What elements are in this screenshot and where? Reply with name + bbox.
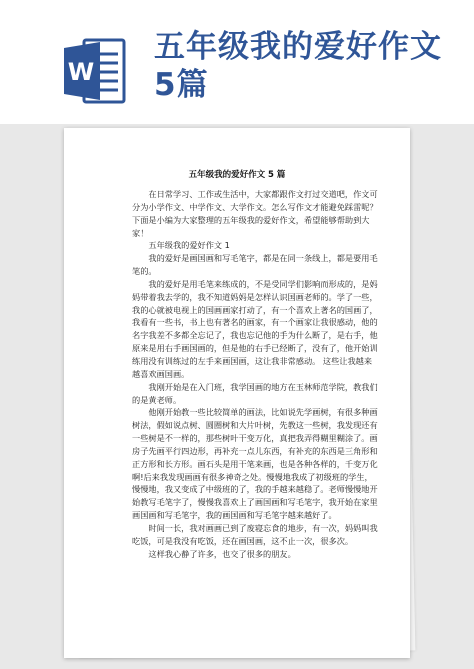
- section-heading: 五年级我的爱好作文 1: [148, 240, 230, 251]
- word-document-icon: [64, 36, 126, 106]
- banner-title-wrap: [154, 28, 454, 104]
- paragraph: 我的爱好是用毛笔来练成的，不是受同学们影响而形成的，是妈妈带着我去学的，我不知道妈妈是怎样认识国画老师的。学了一些，我的心就被电视上的国画画家打动了，有一个喜欢上著名的国画了，我看有一些书，书上也有著名的画家，有一个画家让我很感动，他的名字我差不多都全忘记了，我也忘记他的手为什么断了，是右手，他原来是用右手画国画的，但是他的右手已经断了，没有了，他开始训练用没有训练过的左手来画国画，这让我非常感动。 这些让我越来越喜欢画国画。: [132, 278, 378, 379]
- paragraph: 时间一长，我对画画已到了废寝忘食的地步，有一次，妈妈叫我吃饭，可是我没有吃饭，还在画国画，这不止一次，很多次。: [132, 522, 378, 546]
- svg-text:W: W: [67, 58, 95, 86]
- document-title: 五年级我的爱好作文 5 篇: [188, 170, 286, 180]
- paragraph: 我的爱好是画国画和写毛笔字，都是在同一条线上，都是要用毛笔的。: [132, 253, 378, 277]
- document-body: [132, 188, 378, 560]
- banner: [0, 0, 474, 132]
- paragraph: 他刚开始教一些比较简单的画法，比如说先学画树，有很多种画树法，假如说点树、圆圈树和大片叶树，先教这一些树，我发现还有一些树是不一样的，那些树叶干变万化，真把我弄得糊里糊涂了。画房子先画平行四边形，再补充一点儿东西，有补充的东西是三角形和正方形和长方形。画石头是用干笔来画，也是各种各样的，千变万化啊!后来我发现画画有很多神奇之处。慢慢地我成了初级班的学生，慢慢地，我又变成了中级班的了，我的手越来越稳了。老师慢慢地开始教写毛笔字了，慢慢我喜欢上了画国画和写毛笔字，我开始在家里画国画和写毛笔字，我的画国画和写毛笔字越来越好了。: [132, 407, 378, 521]
- paragraph: 在日常学习、工作或生活中，大家都跟作文打过交道吧，作文可分为小学作文、中学作文、大学作文。怎么写作文才能避免踩雷呢？下面是小编为大家整理的五年级我的爱好作文，希望能够帮助到大家！: [132, 189, 378, 238]
- banner-title: 五年级我的爱好作文5篇: [154, 29, 442, 103]
- document-page: [64, 128, 410, 658]
- paragraph: 这样我心静了许多，也交了很多的朋友。: [148, 548, 296, 559]
- paragraph: 我刚开始是在入门班，我学国画的地方在玉林师范学院，教我们的是黄老师。: [132, 381, 378, 405]
